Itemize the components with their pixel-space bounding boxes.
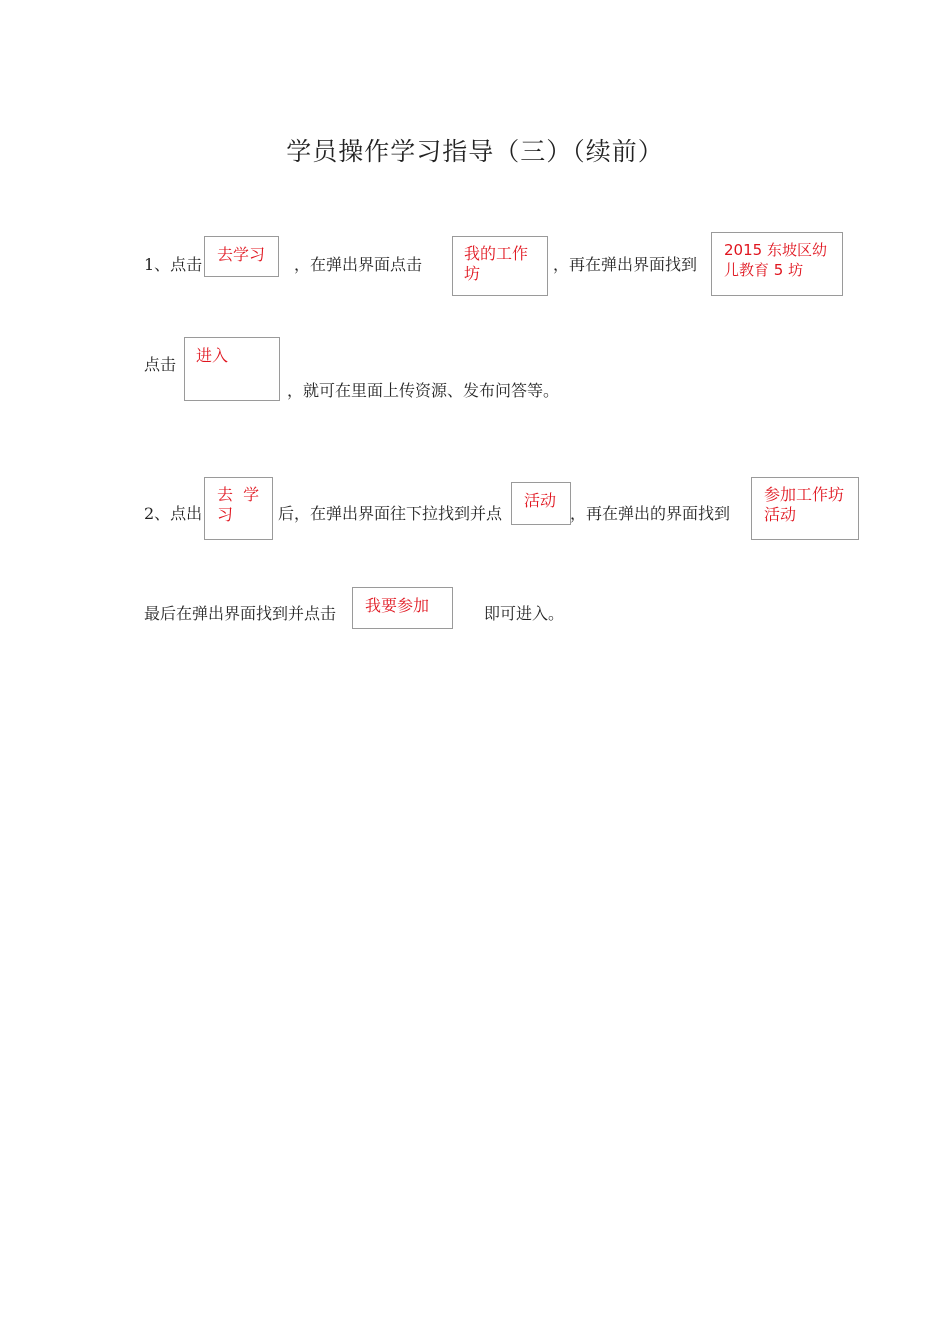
step1-prefix: 1、点击 — [144, 255, 203, 274]
go-study-button-2[interactable] — [204, 477, 273, 540]
page-title: 学员操作学习指导（三）（续前） — [286, 137, 664, 166]
enter-button[interactable] — [184, 337, 280, 401]
join-workshop-activity-label: 参加工作坊 活动 — [764, 485, 845, 524]
join-label: 我要参加 — [365, 596, 430, 615]
activity-button[interactable] — [511, 482, 571, 525]
step2-text-b: ，再在弹出的界面找到 — [570, 504, 731, 523]
join-workshop-activity-button[interactable] — [751, 477, 859, 540]
step2-text-c: 最后在弹出界面找到并点击 — [144, 604, 337, 623]
go-study-label: 去学习 — [217, 245, 266, 264]
step1-text-b: ，再在弹出界面找到 — [553, 255, 698, 274]
step1-text-d: ，就可在里面上传资源、发布问答等。 — [287, 381, 560, 400]
join-button[interactable] — [352, 587, 453, 629]
step1-text-a: ，在弹出界面点击 — [294, 255, 423, 274]
step2-text-d: 即可进入。 — [484, 604, 565, 623]
go-study-label-2: 去 学 习 — [217, 485, 260, 524]
activity-label: 活动 — [524, 491, 557, 510]
my-workshop-button[interactable] — [452, 236, 548, 296]
step1-text-c: 点击 — [144, 355, 177, 374]
workshop-name-label: 2015 东坡区幼 儿教育 5 坊 — [724, 241, 827, 279]
step2-prefix: 2、点出 — [144, 504, 203, 523]
go-study-button[interactable] — [204, 236, 279, 277]
step2-text-a: 后，在弹出界面往下拉找到并点 — [278, 504, 503, 523]
my-workshop-label: 我的工作 坊 — [464, 244, 529, 283]
enter-label: 进入 — [196, 346, 229, 365]
workshop-name-button[interactable] — [711, 232, 843, 296]
